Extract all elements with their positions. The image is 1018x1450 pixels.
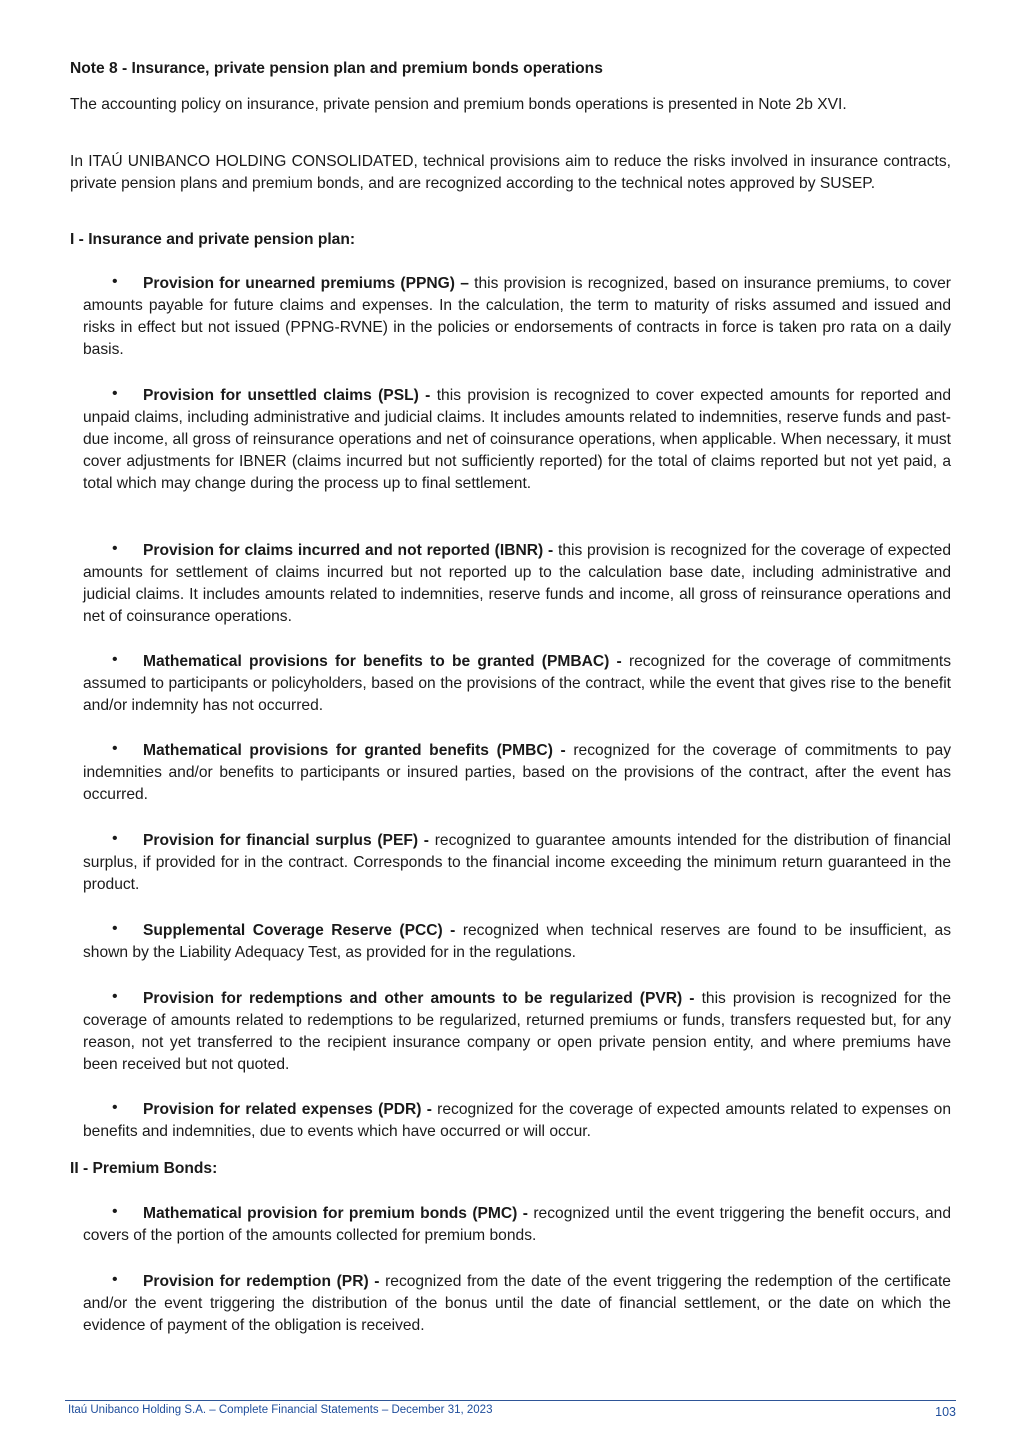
list-item (83, 273, 951, 361)
item-term: Supplemental Coverage Reserve (PCC) - (143, 922, 456, 939)
item-term: Mathematical provisions for benefits to be granted (PMBAC) - (143, 653, 622, 670)
footer-text: Itaú Unibanco Holding S.A. – Complete Financial Statements – December 31, 2023 (68, 1404, 493, 1416)
item-text: recognized until the event triggering the benefit occurs, and covers of the portion of the amounts collected for premium bonds. (83, 1205, 951, 1244)
list-item (83, 1271, 951, 1337)
footer-divider (65, 1400, 956, 1401)
item-term: Mathematical provision for premium bonds (PMC) - (143, 1205, 528, 1222)
item-text: recognized for the coverage of expected amounts related to expenses on benefits and indemnities, due to events which have occurred or will occur. (83, 1101, 951, 1140)
bullet-icon: • (112, 988, 118, 1005)
bullet-icon: • (112, 740, 118, 757)
intro-paragraph-1: The accounting policy on insurance, private pension and premium bonds operations is presented in Note 2b XVI. (70, 96, 847, 113)
bullet-icon: • (112, 1099, 118, 1116)
item-term: Provision for redemptions and other amounts to be regularized (PVR) - (143, 990, 695, 1007)
list-item (83, 830, 951, 896)
item-text: this provision is recognized, based on insurance premiums, to cover amounts payable for future claims and expenses. In the calculation, the term to maturity of risks assumed and issued and risks in effect but not issued (PPNG-RVNE) in the policies or endorsements of contracts in force is taken pro rata on a daily basis. (83, 275, 951, 358)
list-item (83, 540, 951, 628)
bullet-icon: • (112, 273, 118, 290)
item-term: Provision for unearned premiums (PPNG) – (143, 275, 469, 292)
item-term: Provision for related expenses (PDR) - (143, 1101, 432, 1118)
bullet-icon: • (112, 1271, 118, 1288)
bullet-icon: • (112, 651, 118, 668)
note-title: Note 8 - Insurance, private pension plan and premium bonds operations (70, 60, 603, 77)
list-item (83, 1099, 951, 1143)
bullet-icon: • (112, 385, 118, 402)
page-number: 103 (935, 1405, 956, 1419)
item-text: this provision is recognized for the coverage of expected amounts for settlement of claims incurred but not reported up to the calculation base date, including administrative and judicial claims. It includes amounts related to indemnities, reserve funds and income, all gross of reinsurance operations and net of coinsurance operations. (83, 542, 951, 625)
item-term: Provision for redemption (PR) - (143, 1273, 380, 1290)
item-text: this provision is recognized to cover expected amounts for reported and unpaid claims, including administrative and judicial claims. It includes amounts related to indemnities, reserve funds and past-due income, all gross of reinsurance operations and net of coinsurance operations, when applicable. When necessary, it must cover adjustments for IBNER (claims incurred but not sufficiently reported) for the total of claims reported but not yet paid, a total which may change during the process up to final settlement. (83, 387, 951, 492)
list-item (83, 740, 951, 806)
bullet-icon: • (112, 540, 118, 557)
item-text: recognized from the date of the event triggering the redemption of the certificate and/or the event triggering the distribution of the bonus until the date of financial settlement, or the date on which the evidence of payment of the obligation is received. (83, 1273, 951, 1334)
item-term: Provision for financial surplus (PEF) - (143, 832, 429, 849)
item-text: recognized to guarantee amounts intended for the distribution of financial surplus, if provided for in the contract. Corresponds to the financial income exceeding the minimum return guaranteed in the product. (83, 832, 951, 893)
list-item (83, 385, 951, 495)
intro-paragraph-2: In ITAÚ UNIBANCO HOLDING CONSOLIDATED, technical provisions aim to reduce the risks involved in insurance contracts, private pension plans and premium bonds, and are recognized according to the technical notes approved by SUSEP. (70, 153, 951, 192)
section-heading-premium-bonds: II - Premium Bonds: (70, 1160, 218, 1177)
list-item (83, 1203, 951, 1247)
item-term: Provision for claims incurred and not reported (IBNR) - (143, 542, 554, 559)
list-item (83, 920, 951, 964)
item-term: Provision for unsettled claims (PSL) - (143, 387, 431, 404)
item-text: recognized for the coverage of commitments assumed to participants or policyholders, based on the provisions of the contract, while the event that gives rise to the benefit and/or indemnity has not occurred. (83, 653, 951, 714)
bullet-icon: • (112, 920, 118, 937)
item-text: recognized when technical reserves are found to be insufficient, as shown by the Liability Adequacy Test, as provided for in the regulations. (83, 922, 951, 961)
bullet-icon: • (112, 830, 118, 847)
item-term: Mathematical provisions for granted benefits (PMBC) - (143, 742, 566, 759)
item-text: recognized for the coverage of commitments to pay indemnities and/or benefits to participants or insured parties, based on the provisions of the contract, after the event has occurred. (83, 742, 951, 803)
list-item (83, 988, 951, 1076)
bullet-icon: • (112, 1203, 118, 1220)
list-item (83, 651, 951, 717)
item-text: this provision is recognized for the coverage of amounts related to redemptions to be regularized, returned premiums or funds, transfers requested but, for any reason, not yet transferred to the recipient insurance company or open private pension entity, and where premiums have been received but not quoted. (83, 990, 951, 1073)
section-heading-insurance: I - Insurance and private pension plan: (70, 231, 356, 248)
